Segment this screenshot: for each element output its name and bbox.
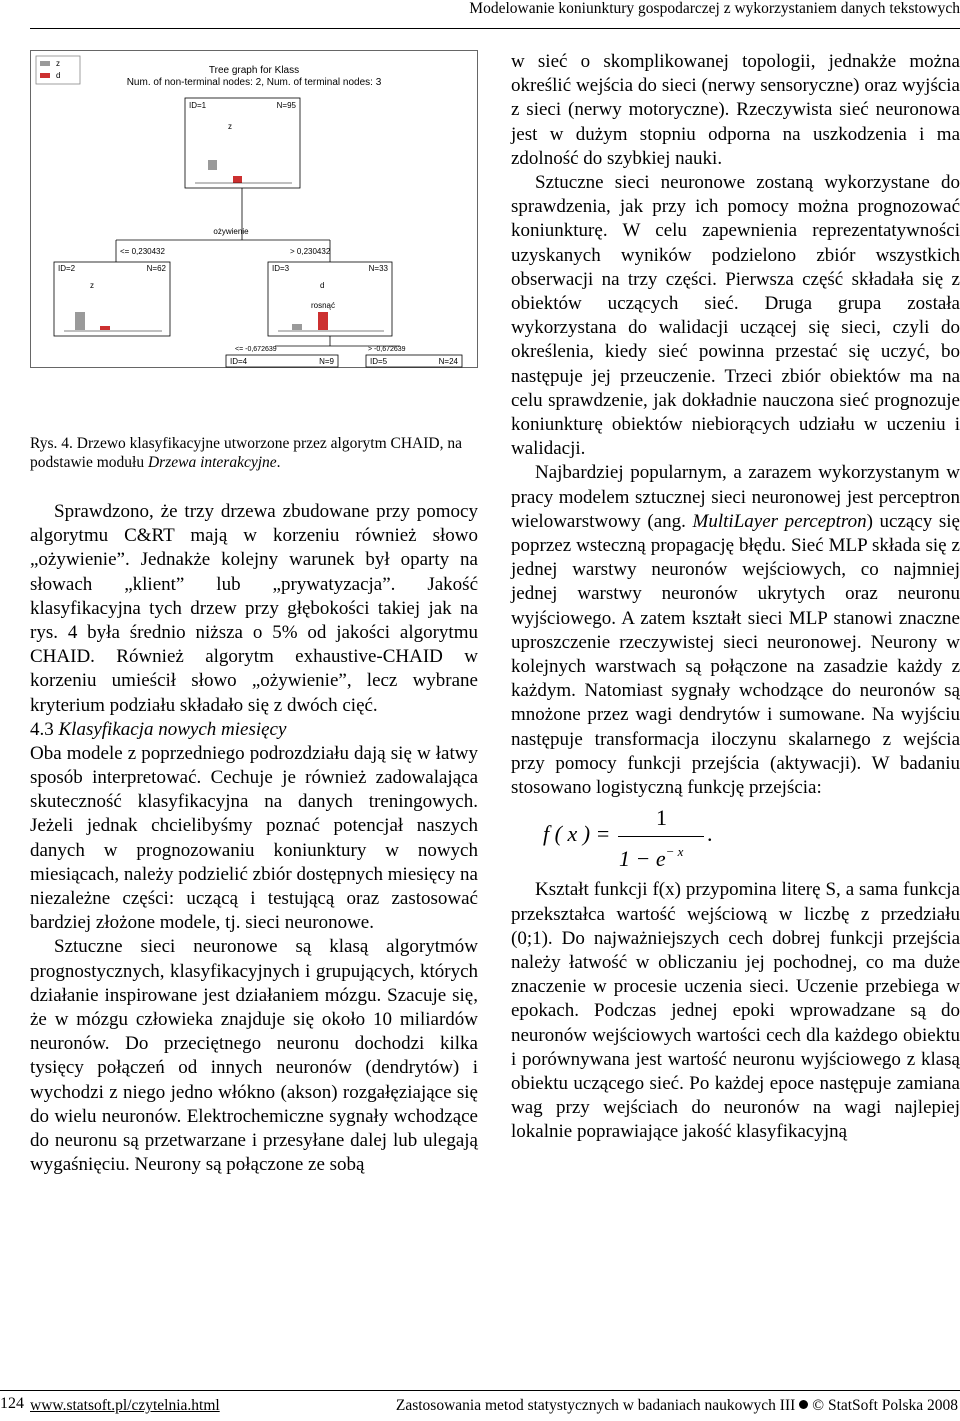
formula-denominator: $1 - e^{- x}$	[619, 844, 684, 872]
legend-swatch-z	[40, 61, 50, 66]
page-number: 124	[0, 1395, 24, 1412]
formula-end: .	[707, 821, 713, 847]
formula-fraction-bar	[618, 836, 704, 837]
node-4-id: ID=4	[230, 357, 248, 366]
right-column	[511, 50, 960, 1145]
section-title: Klasyfikacja nowych miesięcy	[58, 718, 287, 740]
paragraph-sets: Sztuczne sieci neuronowe zostaną wykorzystane do sprawdzenia, jak przy ich pomocy można prognozować koniunkturę. W celu zapewnienia reprezentatywności uzyskanych wyników podzielono zbiór wszystkich obserwacji na trzy części. Pierwsza część składała się z obiektów uczących sieć. Druga grupa została wykorzystana do walidacji uczącej się sieci, czyli do określenia, kiedy sieć powinna przestać się uczyć, bo następuje jej przeuczenie. Trzeci zbiór obiektów ma na celu sprawdzenie, jak dokładnie nauczona sieć prognozuje koniunkturę obiektów niebiorących udziału w uczeniu i walidacji.	[511, 172, 960, 460]
paragraph-crt: Sprawdzono, że trzy drzewa zbudowane przy pomocy algorytmu C&RT mają w korzeniu również słowo „ożywienie”. Jednakże kolejny warunek był oparty na słowach „klient” lub „prywatyzacja”. Jakość klasyfikacyjna tych drzew przy głębokości takiej jak na rys. 4 była średnio niższa o 5% od jakości algorytmu CHAID. Również algorytm exhaustive-CHAID w korzeniu umieścił słowo „ożywienie”, lecz wybrane kryterium podziału składało się z dwóch cięć.	[30, 501, 478, 716]
section-heading	[30, 718, 478, 742]
tree-graph-svg	[30, 50, 478, 368]
footer-copyright: © StatSoft Polska 2008	[812, 1397, 958, 1414]
tree-graph-figure	[30, 50, 478, 368]
section-number: 4.3	[30, 718, 54, 740]
running-header-title: Modelowanie koniunktury gospodarczej z wykorzystaniem danych tekstowych	[469, 0, 960, 17]
node-5-n: N=24	[438, 357, 458, 366]
tree-title: Tree graph for Klass	[208, 65, 300, 76]
mlp-text-2: ) uczący się poprzez wsteczną propagację błędu. Sieć MLP składa się z jednej warstwy neuronów wejściowych, co najmniej jednej warstwy neuronów ukrytych oraz neuronu wyjściowego. A zatem kształt sieci MLP stanowi znaczne uproszczenie rzeczywistej sieci neuronowej. Neurony w kolejnych warstwach są połączone na zasadzie każdy z każdym. Natomiast sygnały wchodzące do neuronów są mnożone przez wagi dendrytów i sumowane. Na wyjściu następuje transformacja iloczynu skalarnego z wejścia przy pomocy funkcji przejścia (aktywacji). W badaniu stosowano logistyczną funkcję przejścia:	[511, 510, 960, 799]
node-3-label: d	[320, 281, 325, 290]
legend-z: z	[56, 59, 60, 68]
footer-book-title: Zastosowania metod statystycznych w badaniach naukowych III	[395, 1397, 796, 1414]
split-2-left: <= -0,672639	[235, 346, 277, 353]
split-1-left: <= 0,230432	[120, 247, 165, 256]
page-footer	[0, 1390, 960, 1421]
node-4-n: N=9	[319, 357, 334, 366]
split-2-right: > -0,672639	[368, 346, 406, 353]
tree-node-3	[268, 262, 392, 336]
footer-link[interactable]: www.statsoft.pl/czytelnia.html	[30, 1397, 220, 1414]
formula-exponent: − x	[665, 844, 684, 860]
paragraph-topology: w sieć o skomplikowanej topologii, jednakże można określić wejścia do sieci (nerwy sensoryczne) oraz wyjścia z sieci (nerwy motoryczne). Rzeczywista sieć neuronowa jest w dużym stopniu odporna na uszkodzenia i ma zdolność do szybkiej nauki.	[511, 51, 960, 169]
legend-d: d	[56, 71, 61, 80]
node-3-n: N=33	[368, 264, 388, 273]
footer-publication	[396, 1397, 958, 1415]
formula-numerator: 1	[656, 805, 667, 831]
node-2-label: z	[90, 281, 94, 290]
mlp-italic: MultiLayer perceptron	[692, 510, 867, 532]
node-2-id: ID=2	[58, 264, 76, 273]
paragraph-neural-nets: Sztuczne sieci neuronowe są klasą algorytmów prognostycznych, klasyfikacyjnych i grupujących, których działanie inspirowane jest działaniem mózgu. Szacuje się, że w mózgu człowieka znajduje się około 10 miliardów neuronów. Do przeciętnego neuronu dochodzi kilka tysięcy połączeń od innych neuronów (dendrytów) i wychodzi z niego jedno włókno (akson) rozgałęziające się do wielu neuronów. Elektrochemiczne sygnały wchodzące do neuronu są przetwarzane i przesyłane dalej lub ulegają wygaśnięciu. Neurony są połączone ze sobą	[30, 936, 478, 1176]
split-1-variable: ożywienie	[213, 227, 249, 236]
node-5-id: ID=5	[370, 357, 388, 366]
figure-caption	[30, 434, 478, 472]
caption-text: Rys. 4. Drzewo klasyfikacyjne utworzone przez algorytm CHAID, na podstawie modułu	[30, 435, 462, 471]
paragraph-models: Oba modele z poprzedniego podrozdziału dają się w łatwy sposób interpretować. Cechuje je również zadowalająca skuteczność klasyfikacyjna na danych treningowych. Jeżeli jednak chcielibyśmy poznać potencjał naszych danych w prognozowaniu koniunktury w nowych miesiącach, należy podzielić zbiór dostępnych miesięcy na niezależne części: uczącą i testującą oraz zastosować bardziej złożone modele, tj. sieci neuronowe.	[30, 742, 478, 934]
split-2-variable: rosnąć	[310, 301, 336, 310]
logistic-formula	[511, 805, 960, 872]
node-1-label: z	[228, 122, 232, 131]
node-1-n: N=95	[276, 101, 296, 110]
left-column	[30, 50, 478, 1177]
bullet-dot	[799, 1400, 808, 1409]
caption-end: .	[276, 454, 281, 471]
legend-swatch-d	[40, 73, 50, 78]
tree-node-2	[54, 262, 170, 336]
running-header	[30, 0, 960, 29]
paragraph-mlp	[511, 461, 960, 800]
split-1-right: > 0,230432	[290, 247, 331, 256]
tree-subtitle: Num. of non-terminal nodes: 2, Num. of terminal nodes: 3	[126, 77, 382, 88]
node-1-id: ID=1	[189, 101, 207, 110]
paragraph-sigmoid: Kształt funkcji f(x) przypomina literę S, a sama funkcja przekształca wartość wejściową w liczbę z przedziału (0;1). Do najważniejszych cech dobrej funkcji przejścia należy łatwość w obliczaniu jej pochodnej, co ma duże znaczenie w procesie uczenia sieci. Uczenie przebiega w epokach. Podczas jednej epoki wprowadzane są do neuronów wejściowych wartości cech dla każdego obiektu i porównywana jest wartość neuronu wyjściowego z klasą obiektu uczącego sieć. Po każdej epoce następuje zamiana wag przy wejściach do neuronów na wagi najlepiej lokalnie poprawiające jakość klasyfikacyjną	[511, 879, 960, 1143]
tree-node-1	[185, 98, 300, 188]
mlp-text-1: Najbardziej popularnym, a zarazem wykorzystanym w pracy modelem sztucznej sieci neuronowej jest perceptron wielowarstwowy (ang.	[511, 462, 960, 532]
formula-lhs: f ( x ) =	[543, 821, 611, 847]
node-2-n: N=62	[146, 264, 166, 273]
caption-italic: Drzewa interakcyjne	[147, 454, 277, 471]
node-3-id: ID=3	[272, 264, 290, 273]
